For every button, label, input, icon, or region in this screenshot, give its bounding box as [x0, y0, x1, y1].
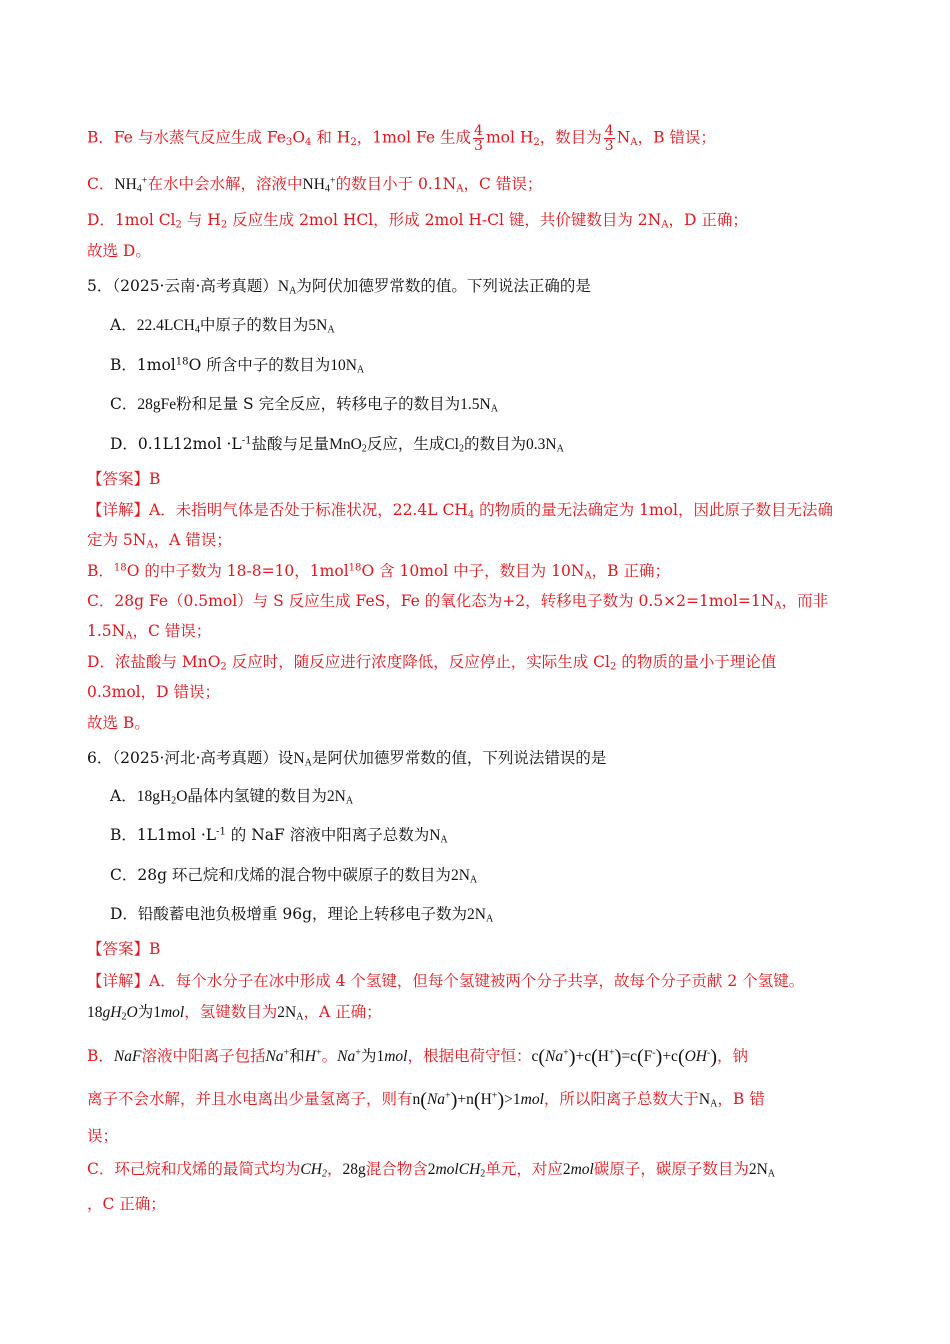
- explanation-d-cl2: D．1mol $Cl_2$ 与 $H_2$ 反应生成 2mol HCl，形成 2mol H-Cl 键，共价键数目为 $2N_A$，D 正确；: [87, 211, 748, 231]
- fraction: $\frac{4}{3}$: [604, 123, 614, 154]
- question-5-stem: 5．（2025·云南·高考真题）$N_A$为阿伏加德罗常数的值。下列说法正确的是: [87, 277, 591, 297]
- question-5-detail-d: D．浓盐酸与 MnO$_2$ 反应时，随反应进行浓度降低，反应停止，实际生成 $Cl_2$ 的物质的量小于理论值: [87, 653, 777, 673]
- question-5-option-b: B．1mol$^{18}$O 所含中子的数目为$10N_A$: [110, 356, 365, 376]
- question-6-detail-c-cont: ，C 正确；: [87, 1195, 166, 1213]
- question-5-option-d: D．$0.1L12mol \cdot L^{-1}$盐酸与足量MnO$_2$反应，生成$Cl_2$的数目为$0.3N_A$: [110, 435, 564, 455]
- conclusion: 故选 D。: [87, 242, 151, 260]
- question-5-detail-a: 【详解】A．未指明气体是否处于标准状况，22.4L $CH_4$ 的物质的量无法确定为 1mol，因此原子数目无法确: [87, 501, 833, 521]
- question-6-option-b: B．$1L1mol \cdot L^{-1}$ 的 NaF 溶液中阳离子总数为$N_A$: [110, 826, 448, 846]
- question-5-detail-a-cont: 定为 $5N_A$，A 错误；: [87, 531, 232, 551]
- question-5-detail-c-cont: $1.5N_A$，C 错误；: [87, 622, 212, 642]
- explanation-c-nh4: C．$NH_4^+$在水中会水解，溶液中$NH_4^+$的数目小于 $0.1N_A$，C 错误；: [87, 175, 543, 195]
- question-5-answer: 【答案】B: [87, 470, 161, 488]
- question-5-detail-c: C．28g Fe（0.5mol）与 S 反应生成 FeS，Fe 的氧化态为+2，转移电子数为 $0.5\times 2=1mol=1N_A$，而非: [87, 592, 829, 612]
- question-6-answer: 【答案】B: [87, 940, 161, 958]
- question-5-option-c: C．28gFe粉和足量 S 完全反应，转移电子的数目为$1.5N_A$: [110, 395, 498, 415]
- question-6-option-d: D．铅酸蓄电池负极增重 96g，理论上转移电子数为$2N_A$: [110, 905, 494, 925]
- question-5-detail-d-cont: 0.3mol，D 错误；: [87, 683, 220, 701]
- formula-nh4: $NH_4^+$: [114, 175, 148, 195]
- question-5-conclusion: 故选 B。: [87, 714, 150, 732]
- inequality: n(Na+)+n(H+)>1mol: [412, 1089, 544, 1111]
- formula-nh4: $NH_4^+$: [302, 175, 336, 195]
- question-6-detail-b-cont: 离子不会水解，并且水电离出少量氢离子，则有n(Na+)+n(H+)>1mol，所以阳离子总数大于$N_A$，B 错: [87, 1089, 765, 1111]
- question-6-detail-b: B．NaF溶液中阳离子包括Na+和H+。Na+为1mol，根据电荷守恒：c(Na+)+c(H+)=c(F-)+c(OH-)，钠: [87, 1046, 749, 1068]
- explanation-b-fe: B．Fe 与水蒸气反应生成 $Fe_3O_4$ 和 $H_2$，1mol Fe 生成 $\frac{4}{3}$ mol $H_2$，数目为 $\frac{4}{3}$ $N_A$，B 错误；: [87, 123, 716, 154]
- question-6-option-a: A．$18gH_2O$晶体内氢键的数目为$2N_A$: [110, 787, 354, 807]
- question-5-option-a: A．$22.4LCH_4$中原子的数目为$5N_A$: [110, 316, 335, 336]
- charge-balance-equation: c(Na+)+c(H+)=c(F-)+c(OH-): [531, 1046, 718, 1068]
- question-6-detail-b-end: 误；: [87, 1127, 119, 1145]
- question-5-detail-b: B．$^{18}$O 的中子数为 18-8=10，1mol$^{18}$O 含 10mol 中子，数目为 $10N_A$，B 正确；: [87, 562, 670, 582]
- question-6-option-c: C．28g 环己烷和戊烯的混合物中碳原子的数目为$2N_A$: [110, 866, 478, 886]
- question-6-detail-c: C．环己烷和戊烯的最简式均为$CH_2$，28g混合物含2molCH$_2$单元，对应2mol碳原子，碳原子数目为$2N_A$: [87, 1160, 776, 1180]
- fraction: $\frac{4}{3}$: [474, 123, 483, 154]
- question-6-detail-a-cont: $18gH_2O$为1mol，氢键数目为$2N_A$，A 正确；: [87, 1003, 382, 1023]
- question-6-detail-a: 【详解】A．每个水分子在冰中形成 4 个氢键，但每个氢键被两个分子共享，故每个分子贡献 2 个氢键。: [87, 972, 805, 990]
- question-6-stem: 6．（2025·河北·高考真题）设$N_A$是阿伏加德罗常数的值，下列说法错误的是: [87, 749, 607, 769]
